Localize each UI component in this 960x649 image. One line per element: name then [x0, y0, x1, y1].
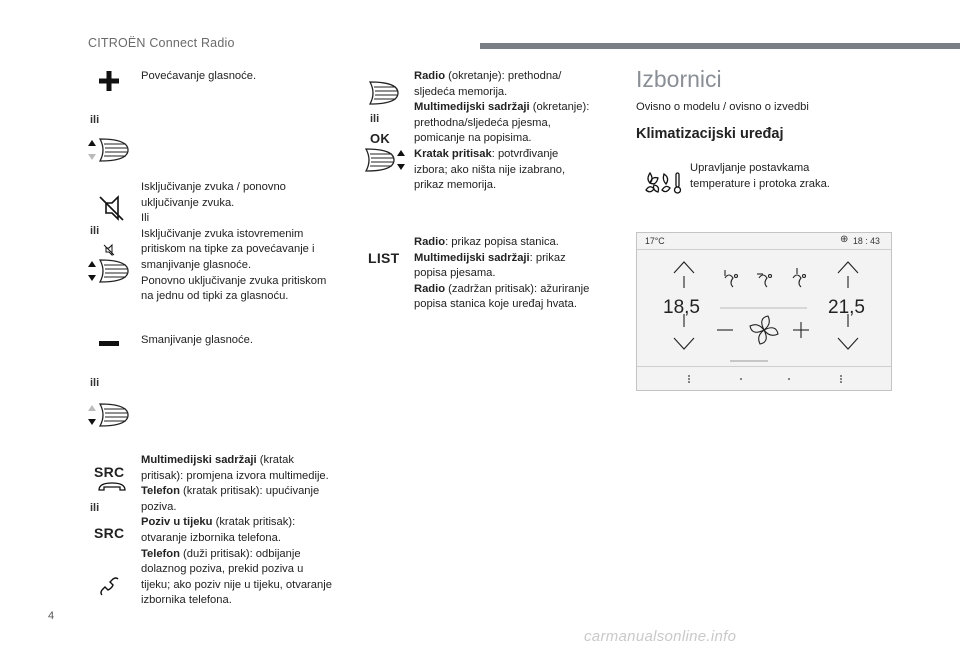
left-temp-up-arrow — [674, 262, 694, 273]
phone-handset-icon — [97, 481, 127, 493]
screen-bottom-bar — [637, 366, 891, 391]
gps-icon: ⊕ — [840, 234, 849, 245]
mute-icon — [96, 193, 126, 223]
steering-wheel-down-icon — [88, 402, 132, 428]
list-text: Radio: prikaz popisa stanica. Multimedijski sadržaji: prikaz popisa pjesama. Radio (zadržan pritisak): ažuriranje popisa stanica koje uređaj hvata. — [414, 236, 590, 311]
vol-down-text: Smanjivanje glasnoće. — [141, 334, 253, 346]
screen-status-bar — [637, 233, 891, 250]
watermark: carmanualsonline.info — [584, 628, 737, 645]
steering-wheel-up-icon — [88, 137, 132, 163]
or-label: ili — [90, 502, 100, 514]
climate-heading: Klimatizacijski uređaj — [636, 126, 784, 142]
minus-icon — [98, 340, 120, 348]
climate-screen — [636, 232, 892, 391]
right-temp-up-arrow — [838, 262, 858, 273]
vol-up-text: Povećavanje glasnoće. — [141, 70, 257, 82]
left-temp-down-arrow — [674, 338, 694, 349]
climate-description: Upravljanje postavkama temperature i protoka zraka. — [690, 162, 830, 190]
steering-wheel-both-icon — [88, 258, 132, 284]
fan-temperature-icon — [644, 170, 684, 196]
document-header-title: CITROËN Connect Radio — [88, 36, 235, 50]
or-label: ili — [90, 225, 100, 237]
header-bar — [480, 43, 960, 49]
left-temperature: 18,5 — [663, 297, 700, 318]
outside-temperature: 17°C — [645, 236, 665, 246]
ok-label: OK — [370, 131, 391, 146]
src-label: SRC — [94, 464, 125, 480]
plus-icon — [98, 70, 120, 92]
list-label: LIST — [368, 250, 400, 266]
radio-ok-text: Radio (okretanje): prethodna/ sljedeća memorija. Multimedijski sadržaji (okretanje): prethodna/sljedeća pjesma, pomicanje na popisima. Kratak pritisak: potvrđivanje izbora; ako ništa nije izabrano, prikaz memorija. — [414, 70, 590, 192]
src-text: Multimedijski sadržaji (kratak pritisak): promjena izvora multimedije. Telefon (kratak pritisak): upućivanje poziva. Poziv u tijeku (kratak pritisak): otvaranje izbornika telefona. Telefon (duži pritisak): odbijanje dolaznog poziva, prekid poziva u tijeku; ako poziv nije u tijeku, otvaranje izbornika telefona. — [141, 454, 332, 607]
steering-wheel-icon — [368, 80, 402, 106]
page-number: 4 — [48, 610, 55, 622]
src-label: SRC — [94, 525, 125, 541]
right-temperature: 21,5 — [828, 297, 865, 318]
or-label: ili — [370, 113, 380, 125]
or-label: ili — [90, 377, 100, 389]
mute-text: Isključivanje zvuka / ponovno uključivanje zvuka. Ili Isključivanje zvuka istovremenim pritiskom na tipke za povećavanje i smanjivanje glasnoće. Ponovno uključivanje zvuka pritiskom na jednu od tipki za glasnoću. — [141, 181, 327, 303]
right-temp-down-arrow — [838, 338, 858, 349]
or-label: ili — [90, 114, 100, 126]
air-distribution-icons — [725, 268, 806, 287]
steering-wheel-updown-icon — [364, 147, 408, 173]
phone-icon — [98, 575, 122, 599]
small-mute-icon — [102, 243, 116, 257]
section-heading: Izbornici — [636, 66, 722, 92]
model-note: Ovisno o modelu / ovisno o izvedbi — [636, 101, 809, 113]
fan-speed-icon — [750, 316, 778, 344]
clock: 18 : 43 — [853, 236, 880, 246]
